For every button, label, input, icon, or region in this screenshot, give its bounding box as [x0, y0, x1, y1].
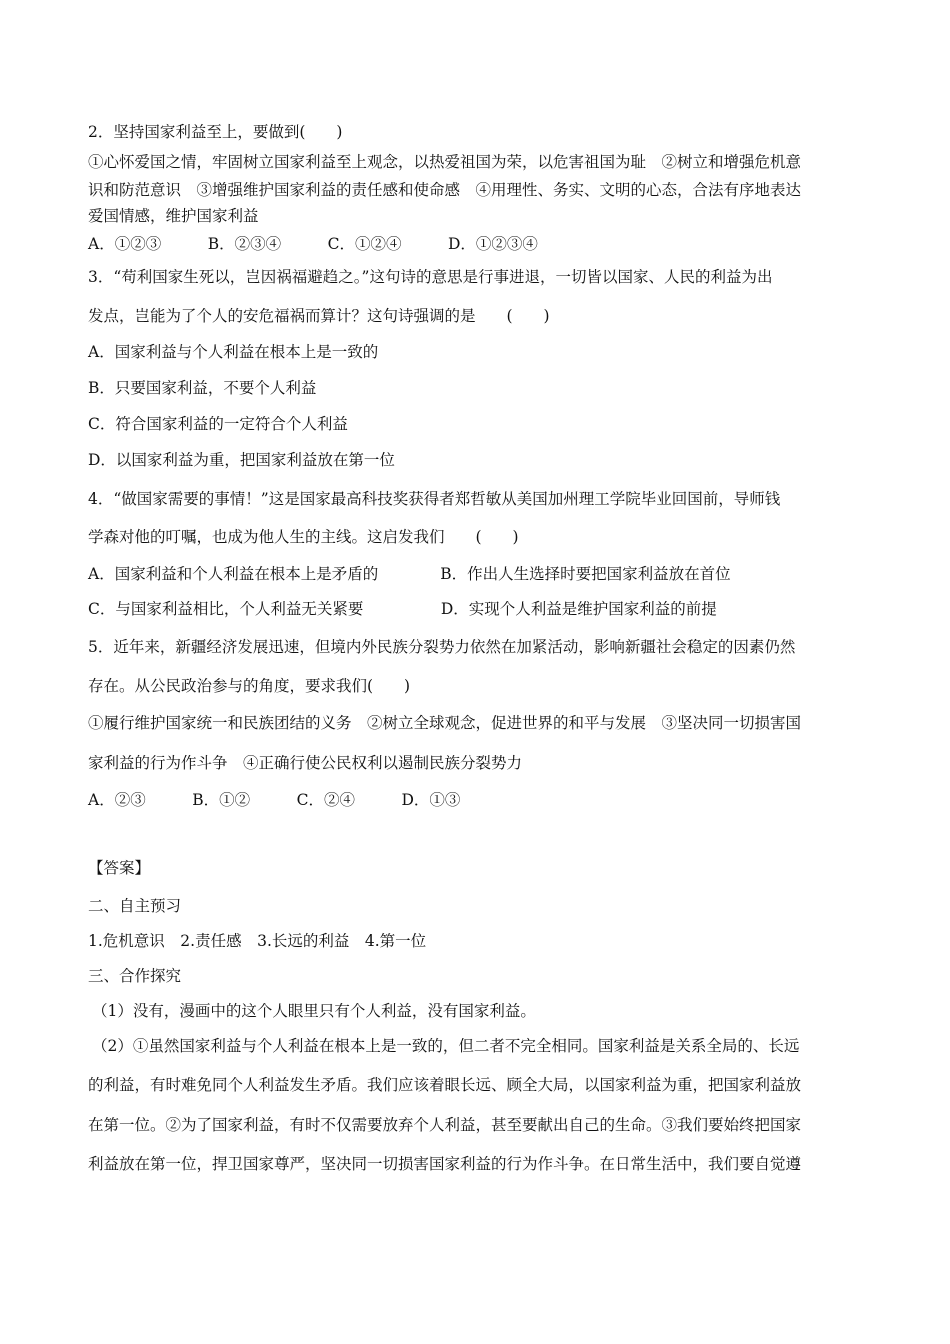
question-5-stem-line-2: 存在。从公民政治参与的角度，要求我们( )	[88, 677, 411, 695]
section-2-answers: 1.危机意识 2.责任感 3.长远的利益 4.第一位	[88, 932, 427, 950]
question-5-options-line-1: ①履行维护国家统一和民族团结的义务 ②树立全球观念，促进世界的和平与发展 ③坚决同一切损害国	[88, 714, 802, 732]
answer-heading: 【答案】	[88, 859, 151, 877]
question-3-option-b: B．只要国家利益，不要个人利益	[88, 379, 317, 397]
section-2-heading: 二、自主预习	[88, 897, 182, 915]
answer-paragraph-2-line-1: （2）①虽然国家利益与个人利益在根本上是一致的，但二者不完全相同。国家利益是关系全局的、长远	[92, 1037, 800, 1055]
question-3-option-d: D．以国家利益为重，把国家利益放在第一位	[88, 451, 395, 469]
question-2-stem: 2．坚持国家利益至上，要做到( )	[88, 123, 343, 141]
question-5-options-line-2: 家利益的行为作斗争 ④正确行使公民权利以遏制民族分裂势力	[88, 754, 523, 772]
question-5-choices: A．②③ B．①② C．②④ D．①③	[88, 791, 461, 809]
answer-paragraph-2-line-2: 的利益，有时难免同个人利益发生矛盾。我们应该着眼长远、顾全大局，以国家利益为重，把国家利益放	[88, 1076, 802, 1094]
question-4-options-cd: C．与国家利益相比，个人利益无关紧要 D．实现个人利益是维护国家利益的前提	[88, 600, 717, 618]
question-2-options-line-2: 识和防范意识 ③增强维护国家利益的责任感和使命感 ④用理性、务实、文明的心态，合法有序地表达	[88, 181, 802, 199]
question-3-stem-line-2: 发点，岂能为了个人的安危福祸而算计？这句诗强调的是 ( )	[88, 307, 550, 325]
question-2-options-line-1: ①心怀爱国之情，牢固树立国家利益至上观念，以热爱祖国为荣，以危害祖国为耻 ②树立和增强危机意	[88, 153, 802, 171]
question-4-stem-line-2: 学森对他的叮嘱，也成为他人生的主线。这启发我们 ( )	[88, 528, 519, 546]
question-2-options-line-3: 爱国情感，维护国家利益	[88, 207, 259, 225]
question-5-stem-line-1: 5．近年来，新疆经济发展迅速，但境内外民族分裂势力依然在加紧活动，影响新疆社会稳定的因素仍然	[88, 638, 796, 656]
question-3-option-c: C．符合国家利益的一定符合个人利益	[88, 415, 348, 433]
answer-paragraph-1: （1）没有，漫画中的这个人眼里只有个人利益，没有国家利益。	[92, 1002, 536, 1020]
question-3-option-a: A．国家利益与个人利益在根本上是一致的	[88, 343, 379, 361]
answer-paragraph-2-line-3: 在第一位。②为了国家利益，有时不仅需要放弃个人利益，甚至要献出自己的生命。③我们要始终把国家	[88, 1116, 802, 1134]
question-4-stem-line-1: 4．“做国家需要的事情！”这是国家最高科技奖获得者郑哲敏从美国加州理工学院毕业回国前，导师钱	[88, 490, 781, 508]
question-2-choices: A．①②③ B．②③④ C．①②④ D．①②③④	[88, 235, 538, 253]
question-4-options-ab: A．国家利益和个人利益在根本上是矛盾的 B．作出人生选择时要把国家利益放在首位	[88, 565, 731, 583]
answer-paragraph-2-line-4: 利益放在第一位，捍卫国家尊严，坚决同一切损害国家利益的行为作斗争。在日常生活中，我们要自觉遵	[88, 1155, 802, 1173]
section-3-heading: 三、合作探究	[88, 967, 182, 985]
question-3-stem-line-1: 3．“苟利国家生死以，岂因祸福避趋之。”这句诗的意思是行事进退，一切皆以国家、人民的利益为出	[88, 268, 773, 286]
